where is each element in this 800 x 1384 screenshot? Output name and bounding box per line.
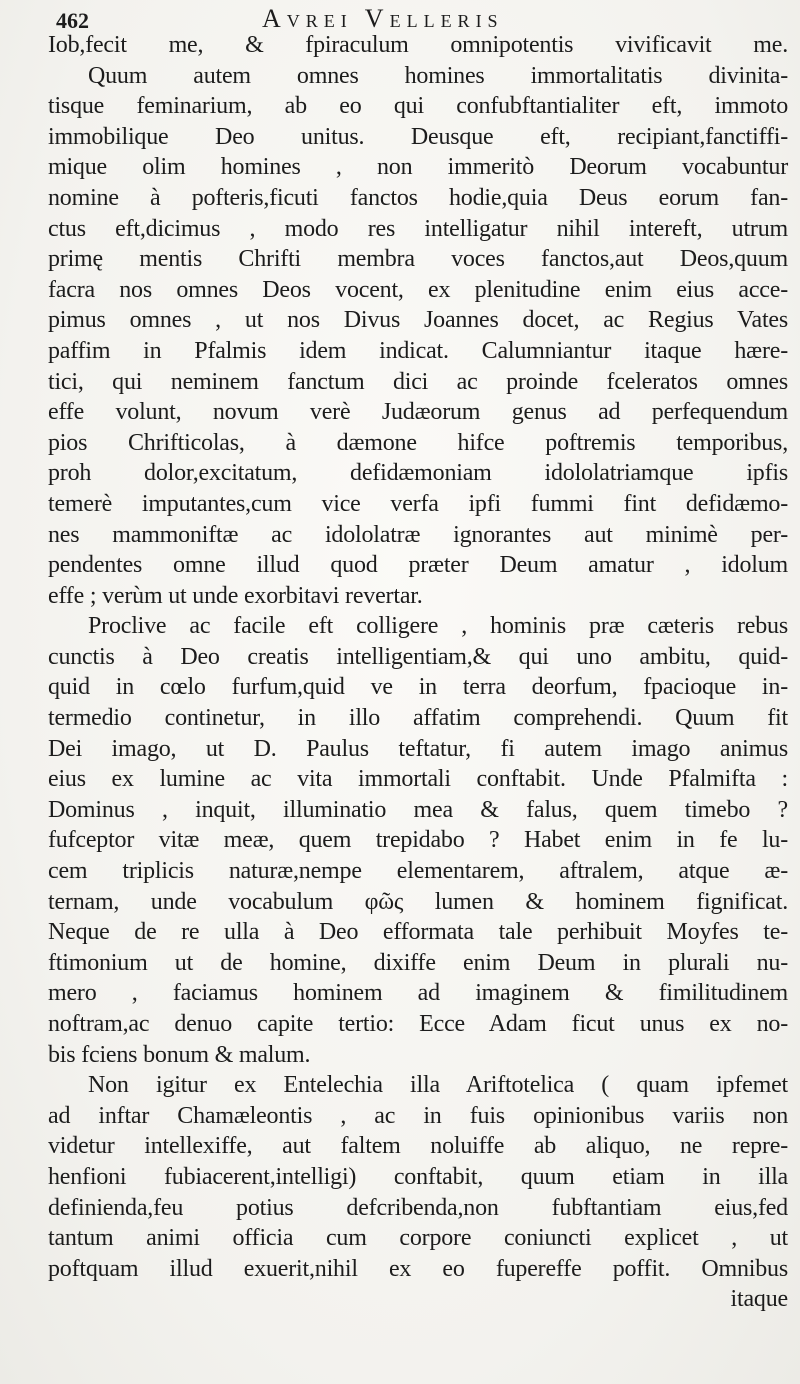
text-line: mique olim homines , non immeritò Deorum vocabuntur	[48, 154, 788, 181]
text-line: ad inftar Chamæleontis , ac in fuis opinionibus variis non	[48, 1102, 788, 1129]
text-line: paffim in Pfalmis idem indicat. Calumniantur itaque hære-	[48, 337, 788, 364]
text-line: ftimonium ut de homine, dixiffe enim Deum in plurali nu-	[48, 949, 788, 976]
text-line: nes mammoniftæ ac idololatræ ignorantes aut minimè per-	[48, 521, 788, 548]
text-line: mero , faciamus hominem ad imaginem & fimilitudinem	[48, 980, 788, 1007]
text-line: Proclive ac facile eft colligere , hominis præ cæteris rebus	[88, 613, 788, 640]
text-line: pios Chrifticolas, à dæmone hifce poftremis temporibus,	[48, 429, 788, 456]
page-number: 462	[56, 8, 89, 33]
text-line: quid in cœlo furfum,quid ve in terra deorfum, fpacioque in-	[48, 674, 788, 701]
text-line: primę mentis Chrifti membra voces fanctos,aut Deos,quum	[48, 246, 788, 273]
text-line: termedio continetur, in illo affatim comprehendi. Quum fit	[48, 705, 788, 732]
text-line: pimus omnes , ut nos Divus Joannes docet, ac Regius Vates	[48, 307, 788, 334]
running-title: Avrei Velleris	[262, 4, 504, 33]
text-line: definienda,feu potius defcribenda,non fubftantiam eius,fed	[48, 1194, 788, 1221]
text-line: tantum animi officia cum corpore coniuncti explicet , ut	[48, 1225, 788, 1252]
text-line: cunctis à Deo creatis intelligentiam,& qui uno ambitu, quid-	[48, 643, 788, 670]
text-line: immobilique Deo unitus. Deusque eft, recipiant,fanctiffi-	[48, 123, 788, 150]
text-line: facra nos omnes Deos vocent, ex plenitudine enim eius acce-	[48, 276, 788, 303]
text-line: Neque de re ulla à Deo efformata tale perhibuit Moyfes te-	[48, 919, 788, 946]
text-line: effe volunt, novum verè Judæorum genus ad perfequendum	[48, 399, 788, 426]
text-line: nomine à pofteris,ficuti fanctos hodie,quia Deus eorum fan-	[48, 184, 788, 211]
text-line: poftquam illud exuerit,nihil ex eo fupereffe poffit. Omnibus	[48, 1255, 788, 1282]
body-text	[48, 30, 788, 1315]
text-line: proh dolor,excitatum, defidæmoniam idololatriamque ipfis	[48, 460, 788, 487]
text-line: ctus eft,dicimus , modo res intelligatur nihil intereft, utrum	[48, 215, 788, 242]
text-line: ternam, unde vocabulum φῶς lumen & hominem fignificat.	[48, 888, 788, 915]
text-line: tici, qui neminem fanctum dici ac proinde fceleratos omnes	[48, 368, 788, 395]
text-line: effe ; verùm ut unde exorbitavi revertar.	[48, 582, 423, 609]
text-line: videtur intellexiffe, aut faltem noluiffe ab aliquo, ne repre-	[48, 1133, 788, 1160]
text-line: fufceptor vitæ meæ, quem trepidabo ? Habet enim in fe lu-	[48, 827, 788, 854]
text-line: Non igitur ex Entelechia illa Ariftotelica ( quam ipfemet	[88, 1072, 788, 1099]
text-line: Quum autem omnes homines immortalitatis divinita-	[88, 62, 788, 89]
text-line: cem triplicis naturæ,nempe elementarem, aftralem, atque æ-	[48, 858, 788, 885]
text-line: pendentes omne illud quod præter Deum amatur , idolum	[48, 552, 788, 579]
page-header	[52, 0, 740, 34]
text-line: eius ex lumine ac vita immortali conftabit. Unde Pfalmifta :	[48, 766, 788, 793]
catchword: itaque	[730, 1286, 788, 1313]
text-line: Iob,fecit me, & fpiraculum omnipotentis vivificavit me.	[48, 32, 788, 58]
text-line: temerè imputantes,cum vice verfa ipfi fummi fint defidæmo-	[48, 490, 788, 517]
text-line: henfioni fubiacerent,intelligi) conftabit, quum etiam in illa	[48, 1163, 788, 1190]
text-line: noftram,ac denuo capite tertio: Ecce Adam ficut unus ex no-	[48, 1011, 788, 1037]
text-line: Dei imago, ut D. Paulus teftatur, fi autem imago animus	[48, 735, 788, 762]
text-line: tisque feminarium, ab eo qui confubftantialiter eft, immoto	[48, 93, 788, 120]
text-line: bis fciens bonum & malum.	[48, 1041, 311, 1068]
text-line: Dominus , inquit, illuminatio mea & falus, quem timebo ?	[48, 796, 788, 823]
